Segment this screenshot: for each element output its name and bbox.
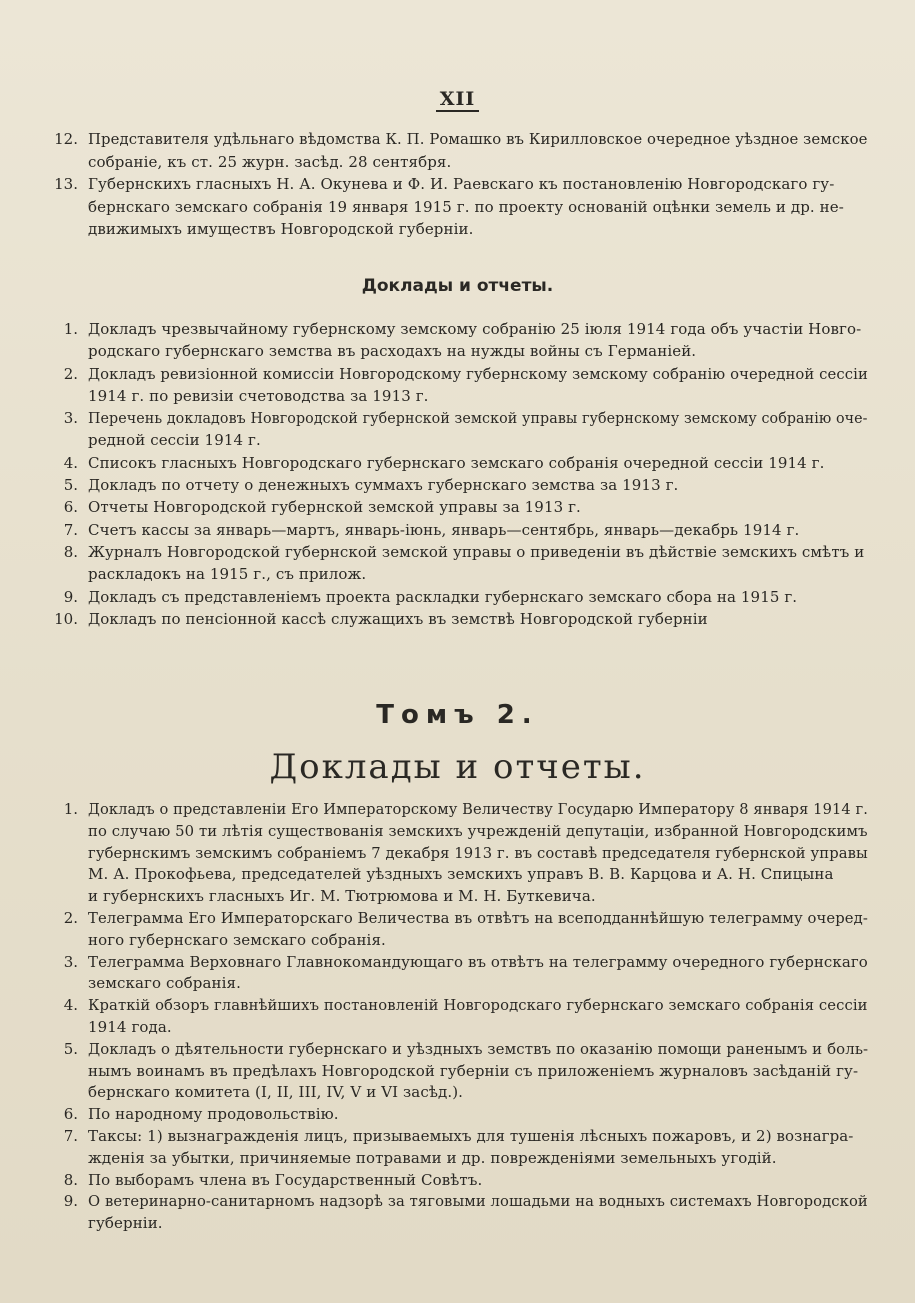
item-text-line: Докладъ чрезвычайному губернскому земскому собранію 25 іюля 1914 года объ участіи Новго- [88, 320, 862, 338]
item-text-line: По выборамъ члена въ Государственный Совѣтъ. [88, 1170, 483, 1189]
item-text-line: Перечень докладовъ Новгородской губернской земской управы губернскому земскому собранію оче- [88, 409, 868, 428]
item-text-line: ного губернскаго земскаго собранія. [88, 930, 386, 949]
page-number [0, 88, 915, 110]
item-text-line: Докладъ съ представленіемъ проекта раскладки губернскаго земскаго сбора на 1915 г. [88, 587, 798, 606]
volume-reports-heading: Доклады и отчеты. [269, 747, 646, 787]
item-text-line: Таксы: 1) вызнагражденія лицъ, призываемыхъ для тушенія лѣсныхъ пожаровъ, и 2) вознагра- [88, 1127, 854, 1145]
item-number: 2. [63, 909, 78, 927]
item-text-line: Докладъ о представленіи Его Императорскому Величеству Государю Императору 8 января 1914 г. [88, 800, 868, 818]
item-number: 5. [63, 1039, 78, 1058]
item-text-line: Счетъ кассы за январь—мартъ, январь-іюнь, январь—сентябрь, январь—декабрь 1914 г. [88, 520, 800, 539]
item-number: 12. [54, 130, 78, 148]
item-text-line: Докладъ по отчету о денежныхъ суммахъ губернскаго земства за 1913 г. [88, 476, 679, 495]
item-number: 2. [63, 364, 78, 383]
item-number: 7. [63, 1127, 78, 1145]
item-text-line: Докладъ ревизіонной комиссіи Новгородскому губернскому земскому собранію очередной сессіи [88, 364, 868, 383]
item-text-line: губернскимъ земскимъ собраніемъ 7 декабря 1913 г. въ составѣ председателя губернской управы [88, 843, 868, 862]
item-text-line: жденія за убытки, причиняемые потравами и др. поврежденіями земельныхъ угодій. [88, 1148, 777, 1167]
item-number: 9. [63, 1192, 78, 1211]
item-number: 5. [63, 476, 78, 495]
item-text-line: бернскаго комитета (I, II, III, IV, V и VI засѣд.). [88, 1083, 464, 1102]
item-number: 10. [54, 609, 78, 628]
item-text-line: Губернскихъ гласныхъ Н. А. Окунева и Ф. И. Раевскаго къ постановленію Новгородскаго гу- [88, 175, 835, 193]
item-text-line: родскаго губернскаго земства въ расходахъ на нужды войны съ Германіей. [88, 342, 697, 361]
item-number: 8. [63, 1170, 78, 1189]
item-number: 3. [63, 409, 78, 428]
page-number-text: XII [436, 88, 480, 112]
item-number: 4. [63, 453, 78, 472]
item-text-line: Краткій обзоръ главнѣйшихъ постановленій Новгородскаго губернскаго земскаго собранія сессіи [88, 996, 868, 1015]
item-number: 13. [54, 175, 78, 193]
item-text-line: Представителя удѣльнаго вѣдомства К. П. Ромашко въ Кирилловское очередное уѣздное земское [88, 130, 868, 148]
item-text-line: бернскаго земскаго собранія 19 января 1915 г. по проекту основаній оцѣнки земель и др. не- [88, 197, 844, 216]
item-text-line: земскаго собранія. [88, 974, 241, 993]
item-text-line: Отчеты Новгородской губернской земской управы за 1913 г. [88, 498, 581, 517]
item-text-line: О ветеринарно-санитарномъ надзорѣ за тяговыми лошадьми на водныхъ системахъ Новгородской [88, 1192, 868, 1211]
item-text-line: Списокъ гласныхъ Новгородскаго губернскаго земскаго собранія очередной сессіи 1914 г. [88, 453, 825, 472]
item-text-line: Журналъ Новгородской губернской земской управы о приведеніи въ дѣйствіе земскихъ смѣтъ и [88, 543, 865, 561]
item-text-line: Телеграмма Верховнаго Главнокомандующаго въ отвѣтъ на телеграмму очередного губернскаго [88, 952, 868, 971]
item-text-line: раскладокъ на 1915 г., съ прилож. [88, 565, 367, 584]
item-text-line: Докладъ о дѣятельности губернскаго и уѣздныхъ земствъ по оказанію помощи раненымъ и боль- [88, 1039, 869, 1058]
item-number: 1. [63, 800, 78, 818]
item-text-line: По народному продовольствію. [88, 1105, 339, 1124]
item-number: 6. [63, 498, 78, 517]
item-text-line: редной сессіи 1914 г. [88, 431, 261, 450]
item-text-line: собраніе, къ ст. 25 журн. засѣд. 28 сентября. [88, 152, 452, 171]
item-text-line: движимыхъ имуществъ Новгородской губерніи. [88, 220, 474, 238]
item-number: 3. [63, 952, 78, 971]
item-text-line: губерніи. [88, 1214, 163, 1233]
item-text-line: Телеграмма Его Императорскаго Величества въ отвѣтъ на всеподданнѣйшую телеграмму очеред- [88, 909, 868, 927]
item-number: 9. [63, 587, 78, 606]
item-number: 7. [63, 520, 78, 539]
item-text-line: по случаю 50 ти лѣтія существованія земскихъ учрежденій депутаціи, избранной Новгородскимъ [88, 821, 868, 840]
item-text-line: М. А. Прокофьева, председателей уѣздныхъ земскихъ управъ В. В. Карцова и А. Н. Спицына [88, 865, 834, 884]
item-number: 6. [63, 1105, 78, 1124]
volume-heading: Томъ 2. [376, 700, 539, 730]
item-number: 1. [63, 320, 78, 338]
item-text-line: 1914 г. по ревизіи счетоводства за 1913 г. [88, 386, 429, 405]
item-number: 8. [63, 543, 78, 561]
item-text-line: 1914 года. [88, 1017, 172, 1036]
section-heading-reports: Доклады и отчеты. [361, 276, 554, 296]
item-text-line: и губернскихъ гласныхъ Иг. М. Тютрюмова и М. Н. Буткевича. [88, 887, 596, 906]
item-number: 4. [63, 996, 78, 1015]
item-text-line: нымъ воинамъ въ предѣлахъ Новгородской губерніи съ приложеніемъ журналовъ засѣданій гу- [88, 1061, 859, 1080]
item-text-line: Докладъ по пенсіонной кассѣ служащихъ въ земствѣ Новгородской губерніи [88, 609, 708, 628]
